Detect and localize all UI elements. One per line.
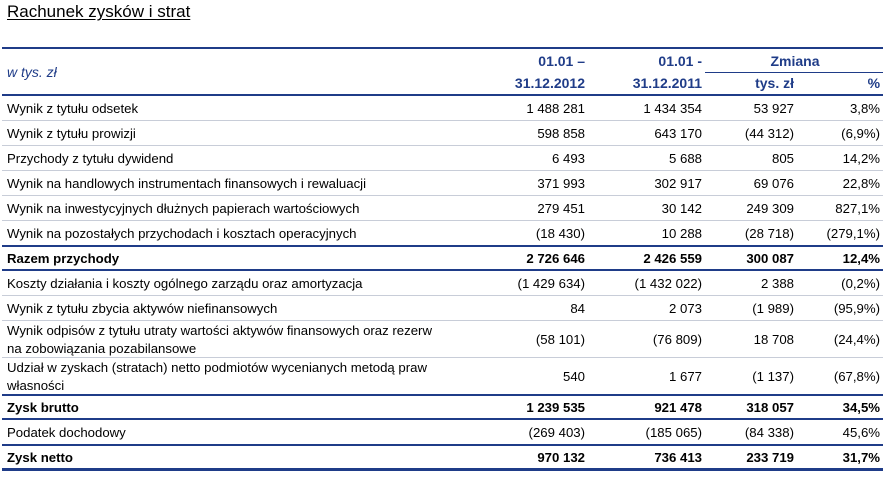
income-statement-table [2, 50, 883, 471]
value-2012: 1 488 281 [475, 95, 588, 121]
value-2011: (185 065) [588, 419, 705, 445]
value-2012: 2 726 646 [475, 246, 588, 270]
value-2012: 279 451 [475, 196, 588, 221]
value-2012: (1 429 634) [475, 270, 588, 296]
row-label: Wynik z tytułu prowizji [2, 121, 475, 146]
col-2012-line1: 01.01 – [538, 53, 585, 69]
change-abs: 69 076 [705, 171, 797, 196]
value-2012: 540 [562, 368, 585, 384]
row-label: Zysk brutto [2, 395, 475, 419]
change-pct: 12,4% [797, 246, 883, 270]
change-pct: (95,9%) [797, 296, 883, 321]
change-abs: 805 [705, 146, 797, 171]
change-pct: 3,8% [797, 95, 883, 121]
table-row [2, 296, 883, 321]
value-2011: 643 170 [588, 121, 705, 146]
change-pct: 34,5% [797, 395, 883, 419]
table-row [2, 221, 883, 247]
change-abs: 18 708 [705, 321, 797, 358]
change-abs: 318 057 [705, 395, 797, 419]
table-row [2, 171, 883, 196]
value-2011: 921 478 [588, 395, 705, 419]
row-label: Podatek dochodowy [2, 419, 475, 445]
change-pct-header: % [797, 72, 883, 95]
table-row [2, 196, 883, 221]
total-row-revenue [2, 246, 883, 270]
col-2011-line1: 01.01 - [658, 53, 702, 69]
change-pct: (0,2%) [797, 270, 883, 296]
change-abs: 233 719 [705, 445, 797, 470]
value-2012: (269 403) [475, 419, 588, 445]
value-2012: 6 493 [475, 146, 588, 171]
change-pct: 31,7% [797, 445, 883, 470]
unit-label: w tys. zł [2, 50, 475, 95]
value-2011: 30 142 [588, 196, 705, 221]
total-row-net-profit [2, 445, 883, 470]
change-abs: (84 338) [705, 419, 797, 445]
value-2011: 736 413 [588, 445, 705, 470]
value-2011: 302 917 [588, 171, 705, 196]
col-2011-line2: 31.12.2011 [588, 72, 705, 95]
row-label-line1: Udział w zyskach (stratach) netto podmiotów wycenianych metodą praw [7, 359, 427, 375]
row-label-line2: własności [7, 377, 65, 393]
value-2011: (76 809) [588, 321, 705, 358]
change-pct: 827,1% [797, 196, 883, 221]
row-label-line1: Wynik odpisów z tytułu utraty wartości aktywów finansowych oraz rezerw [7, 322, 432, 338]
value-2012: 598 858 [475, 121, 588, 146]
change-abs: 249 309 [705, 196, 797, 221]
row-label: Zysk netto [2, 445, 475, 470]
row-label-line2: na zobowiązania pozabilansowe [2, 339, 475, 358]
change-abs: 53 927 [705, 95, 797, 121]
header-top-rule [2, 47, 883, 49]
table-row [2, 95, 883, 121]
value-2012: (18 430) [475, 221, 588, 247]
table-row [2, 321, 883, 340]
change-abs: 300 087 [705, 246, 797, 270]
change-pct: (24,4%) [797, 321, 883, 358]
change-pct: 14,2% [797, 146, 883, 171]
value-2012: 371 993 [475, 171, 588, 196]
value-2012: (58 101) [475, 321, 588, 358]
table-row [2, 358, 883, 377]
row-label: Przychody z tytułu dywidend [2, 146, 475, 171]
change-abs: 2 388 [705, 270, 797, 296]
value-2011: 1 434 354 [588, 95, 705, 121]
change-pct: (6,9%) [797, 121, 883, 146]
change-abs: (1 989) [705, 296, 797, 321]
value-2011: 10 288 [588, 221, 705, 247]
change-pct: (279,1%) [797, 221, 883, 247]
value-2011: 2 426 559 [588, 246, 705, 270]
header-row-1 [2, 50, 883, 72]
value-2012: 84 [475, 296, 588, 321]
change-pct: 22,8% [797, 171, 883, 196]
table-row [2, 146, 883, 171]
total-row-gross-profit [2, 395, 883, 419]
row-label: Koszty działania i koszty ogólnego zarządu oraz amortyzacja [2, 270, 475, 296]
value-2011: 5 688 [588, 146, 705, 171]
change-pct: 45,6% [797, 419, 883, 445]
row-label: Wynik na inwestycyjnych dłużnych papierach wartościowych [2, 196, 475, 221]
change-header: Zmiana [705, 50, 883, 72]
row-label: Wynik z tytułu odsetek [2, 95, 475, 121]
change-abs: (44 312) [705, 121, 797, 146]
row-label: Wynik na handlowych instrumentach finansowych i rewaluacji [2, 171, 475, 196]
change-abs: (28 718) [705, 221, 797, 247]
value-2011: 2 073 [588, 296, 705, 321]
change-pct: (67,8%) [833, 368, 881, 384]
value-2011: (1 432 022) [588, 270, 705, 296]
table-row [2, 419, 883, 445]
change-abs: (1 137) [752, 368, 794, 384]
row-label: Razem przychody [2, 246, 475, 270]
value-2011: 1 677 [668, 368, 702, 384]
row-label: Wynik na pozostałych przychodach i kosztach operacyjnych [2, 221, 475, 247]
value-2012: 970 132 [475, 445, 588, 470]
table-row [2, 270, 883, 296]
row-label: Wynik z tytułu zbycia aktywów niefinansowych [2, 296, 475, 321]
value-2012: 1 239 535 [475, 395, 588, 419]
table-row [2, 121, 883, 146]
change-abs-header: tys. zł [705, 72, 797, 95]
col-2012-line2: 31.12.2012 [475, 72, 588, 95]
page-title: Rachunek zysków i strat [7, 2, 191, 21]
